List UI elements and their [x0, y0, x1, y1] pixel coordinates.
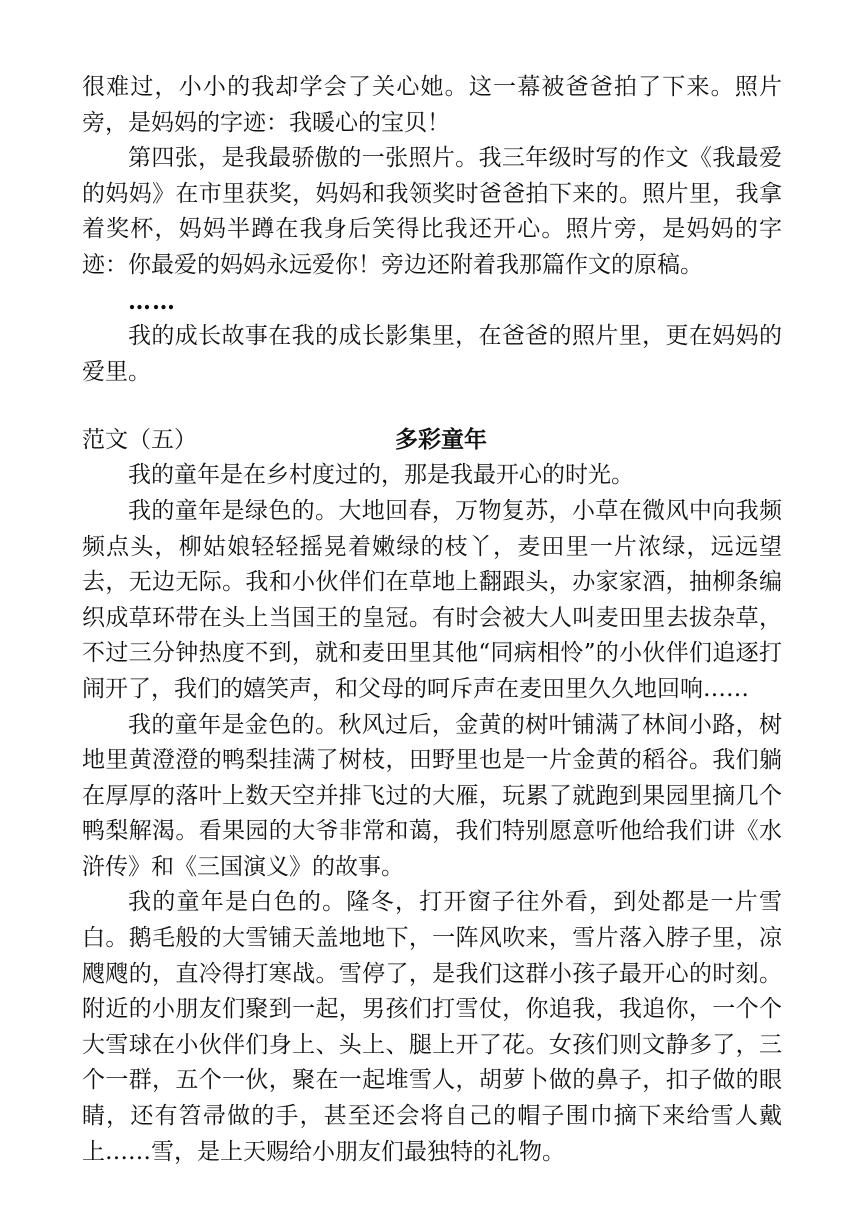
- document-page: [82, 70, 782, 1170]
- essay-label: 范文（五）: [82, 427, 197, 454]
- paragraph-golden: 我的童年是金色的。秋风过后，金黄的树叶铺满了林间小路，树地里黄澄澄的鸭梨挂满了树枝，田野里也是一片金黄的稻谷。我们躺在厚厚的落叶上数天空并排飞过的大雁，玩累了就跑到果园里摘几个鸭梨解渴。看果园的大爷非常和蔼，我们特别愿意听他给我们讲《水浒传》和《三国演义》的故事。: [82, 711, 782, 880]
- paragraph-green: 我的童年是绿色的。大地回春，万物复苏，小草在微风中向我频频点头，柳姑娘轻轻摇晃着嫩绿的枝丫，麦田里一片浓绿，远远望去，无边无际。我和小伙伴们在草地上翻跟头，办家家酒，抽柳条编织成草环带在头上当国王的皇冠。有时会被大人叫麦田里去拔杂草，不过三分钟热度不到，就和麦田里其他“同病相怜”的小伙伴们追逐打闹开了，我们的嬉笑声，和父母的呵斥声在麦田里久久地回响……: [82, 497, 782, 702]
- paragraph-white: 我的童年是白色的。隆冬，打开窗子往外看，到处都是一片雪白。鹅毛般的大雪铺天盖地地下，一阵风吹来，雪片落入脖子里，凉飕飕的，直冷得打寒战。雪停了，是我们这群小孩子最开心的时刻。附近的小朋友们聚到一起，男孩们打雪仗，你追我，我追你，一个个大雪球在小伙伴们身上、头上、腿上开了花。女孩们则文静多了，三个一群，五个一伙，聚在一起堆雪人，胡萝卜做的鼻子，扣子做的眼睛，还有笤帚做的手，甚至还会将自己的帽子围巾摘下来给雪人戴上……雪，是上天赐给小朋友们最独特的礼物。: [82, 889, 782, 1165]
- paragraph-intro: 我的童年是在乡村度过的，那是我最开心的时光。: [128, 462, 634, 489]
- paragraph-caring-mother: 很难过，小小的我却学会了关心她。这一幕被爸爸拍了下来。照片旁，是妈妈的字迹：我暖心的宝贝！: [82, 74, 782, 136]
- paragraph-fourth-photo: 第四张，是我最骄傲的一张照片。我三年级时写的作文《我最爱的妈妈》在市里获奖，妈妈和我领奖时爸爸拍下来的。照片里，我拿着奖杯，妈妈半蹲在我身后笑得比我还开心。照片旁，是妈妈的字迹：你最爱的妈妈永远爱你！旁边还附着我那篇作文的原稿。: [82, 145, 782, 278]
- ellipsis-separator: ……: [128, 287, 176, 315]
- essay-heading: [82, 422, 782, 458]
- paragraph-growth-story: 我的成长故事在我的成长影集里，在爸爸的照片里，更在妈妈的爱里。: [82, 323, 782, 385]
- essay-title: 多彩童年: [395, 427, 487, 454]
